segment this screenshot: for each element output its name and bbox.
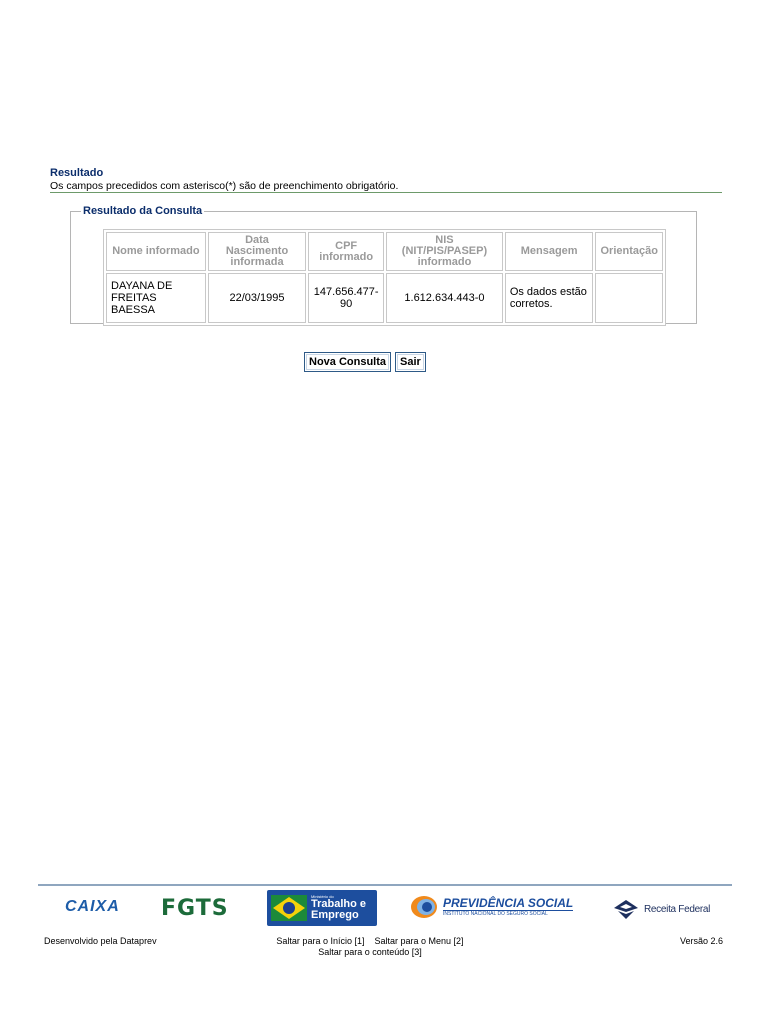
skip-to-start-link[interactable]: Saltar para o Início [1] (276, 936, 365, 946)
brazil-flag-icon (271, 895, 307, 921)
required-fields-note: Os campos precedidos com asterisco(*) são de preenchimento obrigatório. (50, 180, 399, 192)
cell-cpf: 147.656.477-90 (308, 273, 384, 323)
table-row (106, 273, 663, 323)
consulta-legend: Resultado da Consulta (83, 205, 203, 217)
previdencia-logo (409, 895, 573, 919)
previdencia-subtitle: INSTITUTO NACIONAL DO SEGURO SOCIAL (443, 910, 573, 917)
receita-federal-logo (612, 898, 710, 920)
previdencia-title: PREVIDÊNCIA SOCIAL (443, 896, 574, 910)
cell-orientacao (595, 273, 663, 323)
column-header-data-nascimento: Data Nascimento informada (208, 232, 306, 271)
column-header-nome: Nome informado (106, 232, 206, 271)
version-label: Versão 2.6 (680, 936, 724, 946)
cell-nome: DAYANA DE FREITAS BAESSA (106, 273, 206, 323)
partner-logos (38, 890, 732, 930)
previdencia-emblem-icon (409, 895, 439, 919)
mte-title-line1: Trabalho e (311, 898, 367, 910)
footer-divider (38, 884, 732, 886)
nova-consulta-button[interactable]: Nova Consulta (304, 352, 391, 372)
receita-federal-text: Receita Federal (644, 903, 711, 915)
cell-nis: 1.612.634.443-0 (386, 273, 503, 323)
column-header-mensagem: Mensagem (505, 232, 594, 271)
cell-mensagem: Os dados estão corretos. (505, 273, 594, 323)
results-table (103, 229, 666, 326)
result-header (50, 167, 722, 193)
column-header-nis: NIS (NIT/PIS/PASEP) informado (386, 232, 503, 271)
page-title: Resultado (50, 167, 104, 179)
header-divider (50, 192, 722, 193)
developed-by: Desenvolvido pela Dataprev (44, 936, 157, 946)
mte-small-text: Ministério do (311, 894, 334, 899)
column-header-cpf: CPF informado (308, 232, 384, 271)
mte-logo (267, 890, 377, 926)
action-buttons (304, 352, 426, 372)
cell-data-nascimento: 22/03/1995 (208, 273, 306, 323)
receita-federal-emblem-icon (612, 898, 640, 920)
column-header-orientacao: Orientação (595, 232, 663, 271)
skip-to-menu-link[interactable]: Saltar para o Menu [2] (374, 936, 464, 946)
caixa-logo: CAIXA (65, 898, 120, 915)
mte-title-line2: Emprego (311, 909, 359, 921)
sair-button[interactable]: Sair (395, 352, 426, 372)
skip-links (260, 936, 480, 958)
fgts-logo: FGTS (161, 896, 229, 921)
skip-to-content-link[interactable]: Saltar para o conteúdo [3] (318, 947, 422, 957)
